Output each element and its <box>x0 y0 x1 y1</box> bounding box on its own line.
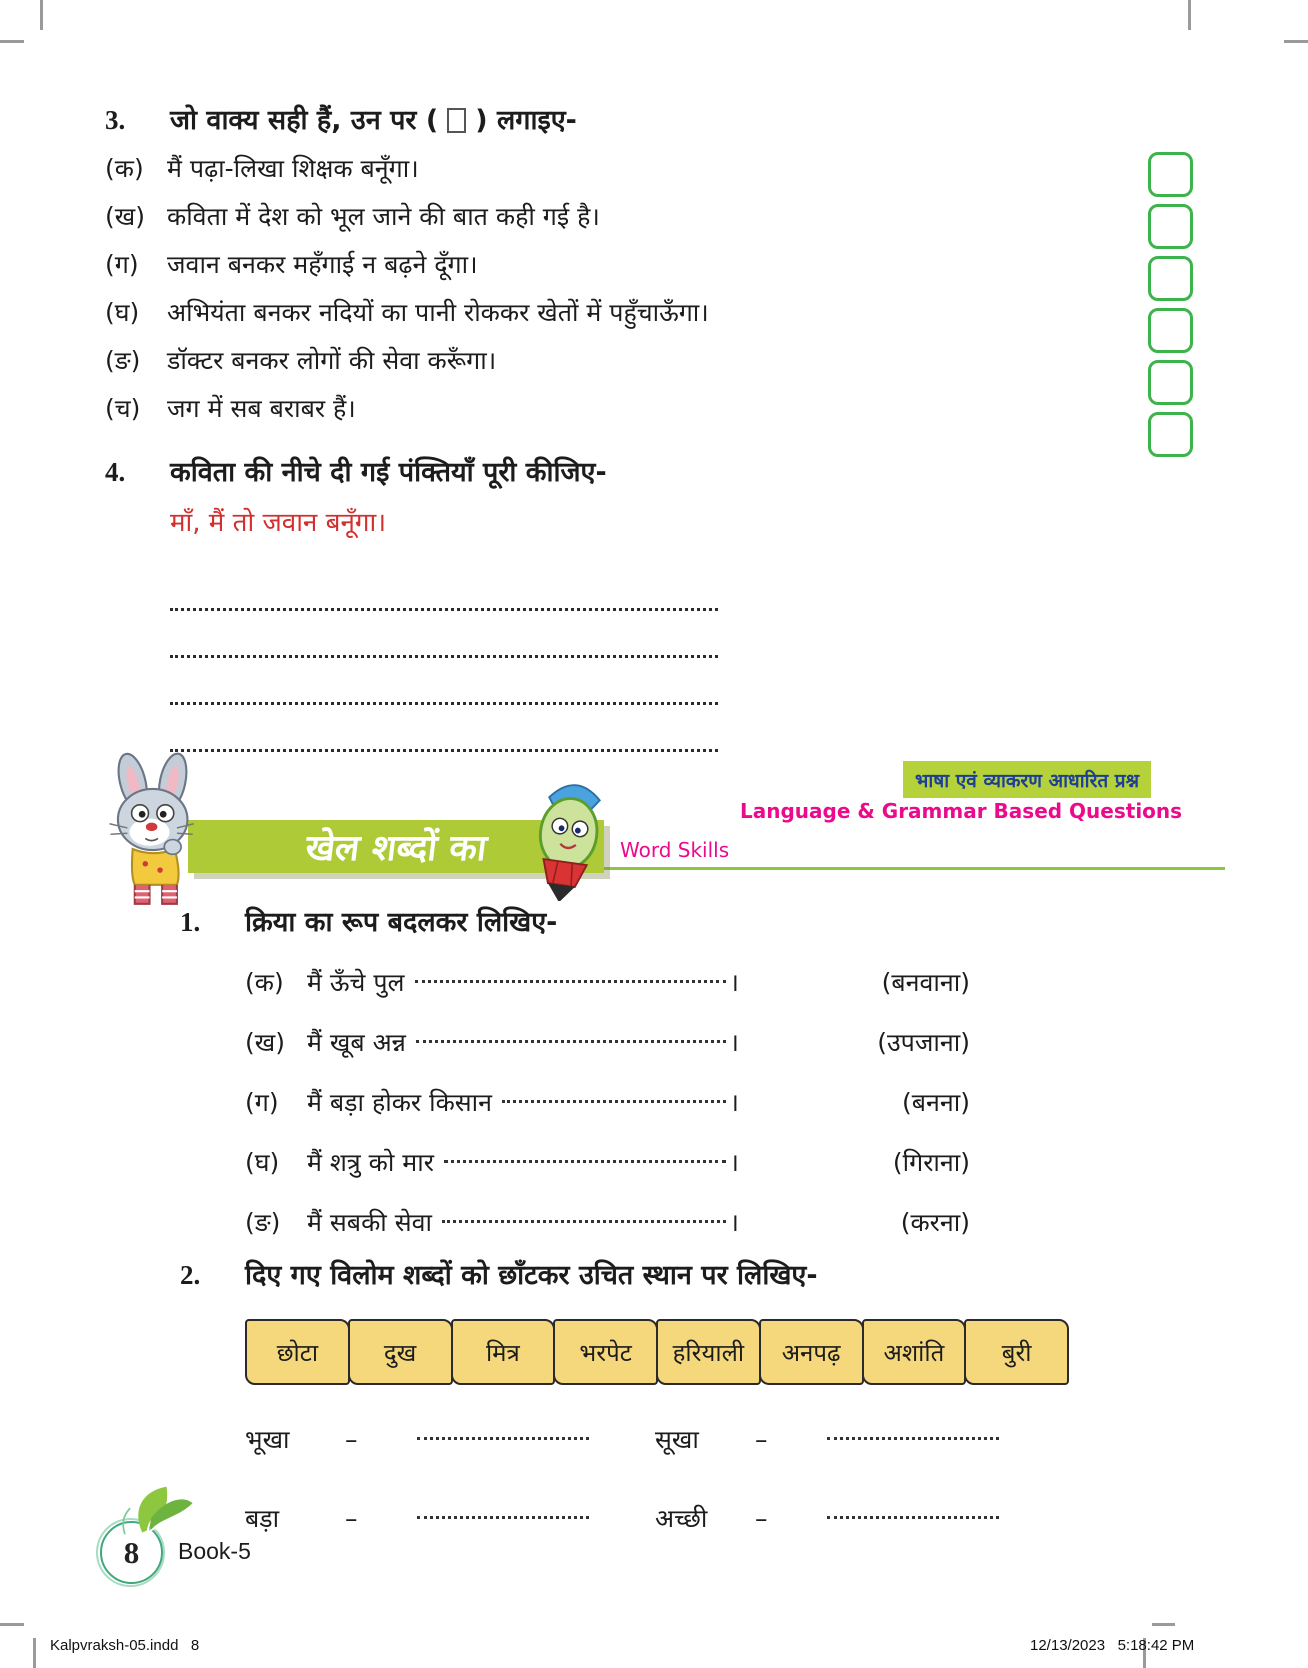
dash: – <box>345 1425 358 1454</box>
answer-checkbox[interactable] <box>1148 204 1193 249</box>
antonym-pairs <box>245 1423 1160 1535</box>
answer-blank[interactable] <box>502 1100 725 1103</box>
item-text: मैं बड़ा होकर किसान <box>307 1088 493 1117</box>
question-1-number: 1. <box>180 907 201 937</box>
answer-line[interactable] <box>170 611 718 658</box>
rabbit-mascot-illustration <box>80 750 238 908</box>
q3-item <box>105 296 1115 329</box>
pair-row <box>245 1502 1160 1535</box>
answer-checkbox[interactable] <box>1148 152 1193 197</box>
item-text: जवान बनकर महँगाई न बढ़ने दूँगा। <box>167 250 478 279</box>
q1-item <box>245 1146 970 1179</box>
print-file-label: Kalpvraksh-05.indd 8 <box>50 1637 200 1654</box>
pair-row <box>245 1423 1160 1456</box>
item-text: डॉक्टर बनकर लोगों की सेवा करूँगा। <box>167 346 497 375</box>
word-bank-cell: अशांति <box>862 1319 967 1385</box>
danda: । <box>729 1088 739 1117</box>
item-text: मैं सबकी सेवा <box>307 1208 432 1237</box>
answer-blank[interactable] <box>442 1220 726 1223</box>
print-timestamp: 12/13/2023 5:18:42 PM <box>1030 1637 1195 1654</box>
q1-item <box>245 1026 970 1059</box>
word-bank-cell: भरपेट <box>553 1319 658 1385</box>
word-bank-cell: छोटा <box>245 1319 350 1385</box>
book-label: Book-5 <box>178 1538 251 1564</box>
q3-item <box>105 392 1115 425</box>
answer-checkbox[interactable] <box>1148 256 1193 301</box>
item-marker: (च) <box>105 394 141 423</box>
item-marker: (ङ) <box>245 1208 281 1237</box>
crop-mark <box>40 0 43 30</box>
page-number: 8 <box>123 1535 140 1570</box>
answer-blank[interactable] <box>444 1160 726 1163</box>
tick-placeholder-box <box>447 108 466 133</box>
leaf-icon <box>118 1484 196 1536</box>
answer-blank[interactable] <box>417 1516 589 1519</box>
pair-word: सूखा <box>655 1425 699 1454</box>
item-text: मैं खूब अन्न <box>307 1028 406 1057</box>
question-3 <box>105 100 1115 425</box>
answer-checkbox[interactable] <box>1148 308 1193 353</box>
crop-mark <box>1188 0 1191 30</box>
item-text: मैं शत्रु को मार <box>307 1148 434 1177</box>
verb-hint: (करना) <box>900 1208 970 1237</box>
item-marker: (ङ) <box>105 346 141 375</box>
pair-word: अच्छी <box>655 1504 708 1533</box>
grammar-badge-hindi: भाषा एवं व्याकरण आधारित प्रश्न <box>903 761 1151 798</box>
crop-mark <box>0 40 24 43</box>
item-marker: (ख) <box>245 1028 285 1057</box>
q3-item <box>105 200 1115 233</box>
question-4-title: कविता की नीचे दी गई पंक्तियाँ पूरी कीजिए- <box>170 457 607 488</box>
verb-hint: (उपजाना) <box>877 1028 970 1057</box>
dash: – <box>755 1504 768 1533</box>
pencil-mascot-illustration <box>520 775 616 901</box>
section-banner-title: खेल शब्दों का <box>302 828 489 869</box>
grammar-badge-english: Language & Grammar Based Questions <box>740 799 1183 823</box>
answer-blank[interactable] <box>827 1516 999 1519</box>
item-text: जग में सब बराबर हैं। <box>167 394 356 423</box>
question-4 <box>105 452 1005 752</box>
question-2-title: दिए गए विलोम शब्दों को छाँटकर उचित स्थान पर लिखिए- <box>245 1260 818 1291</box>
pair-word: भूखा <box>245 1425 290 1454</box>
answer-blank[interactable] <box>827 1437 999 1440</box>
answer-checkbox[interactable] <box>1148 412 1193 457</box>
poem-given-line: माँ, मैं तो जवान बनूँगा। <box>170 508 387 538</box>
danda: । <box>729 1028 739 1057</box>
verb-hint: (गिराना) <box>892 1148 970 1177</box>
crop-mark <box>0 1623 24 1626</box>
word-bank-cell: दुख <box>348 1319 453 1385</box>
item-text: मैं पढ़ा-लिखा शिक्षक बनूँगा। <box>167 154 419 183</box>
section-subtitle-en: Word Skills <box>620 838 730 862</box>
answer-line[interactable] <box>170 658 718 705</box>
answer-line[interactable] <box>170 705 718 752</box>
q3-item <box>105 248 1115 281</box>
item-marker: (क) <box>245 968 284 997</box>
item-marker: (ख) <box>105 202 145 231</box>
item-text: अभियंता बनकर नदियों का पानी रोककर खेतों में पहुँचाऊँगा। <box>167 298 709 327</box>
word-bank-cell: मित्र <box>451 1319 556 1385</box>
crop-mark <box>1152 1623 1175 1626</box>
dash: – <box>345 1504 358 1533</box>
antonym-word-bank <box>245 1319 1067 1385</box>
question-3-number: 3. <box>105 105 126 135</box>
danda: । <box>729 1148 739 1177</box>
danda: । <box>729 1208 739 1237</box>
question-4-number: 4. <box>105 457 126 487</box>
q3-item <box>105 152 1115 185</box>
item-marker: (क) <box>105 154 144 183</box>
question-3-title-suffix: ) लगाइए- <box>475 105 577 136</box>
q3-item <box>105 344 1115 377</box>
q1-item <box>245 1206 970 1239</box>
item-text: मैं ऊँचे पुल <box>307 968 405 997</box>
item-text: कविता में देश को भूल जाने की बात कही गई है। <box>167 202 600 231</box>
question-3-title-prefix: जो वाक्य सही हैं, उन पर ( <box>170 105 439 136</box>
answer-blank[interactable] <box>416 1040 726 1043</box>
word-bank-cell: हरियाली <box>656 1319 761 1385</box>
question-3-title <box>170 100 577 137</box>
q1-item <box>245 966 970 999</box>
word-skills-question-1 <box>180 902 1040 1239</box>
item-marker: (घ) <box>245 1148 280 1177</box>
answer-checkbox-column <box>1148 152 1193 457</box>
word-skills-question-2 <box>180 1255 1160 1581</box>
dash: – <box>755 1425 768 1454</box>
item-marker: (ग) <box>105 250 139 279</box>
verb-hint: (बनना) <box>901 1088 970 1117</box>
q1-item <box>245 1086 970 1119</box>
answer-line[interactable] <box>170 564 718 611</box>
question-1-title: क्रिया का रूप बदलकर लिखिए- <box>245 907 558 938</box>
crop-mark <box>33 1638 36 1668</box>
pair-word: बड़ा <box>245 1504 280 1533</box>
verb-hint: (बनवाना) <box>881 968 970 997</box>
word-bank-cell: अनपढ़ <box>759 1319 864 1385</box>
word-bank-cell: बुरी <box>964 1319 1069 1385</box>
question-2-number: 2. <box>180 1260 201 1290</box>
answer-blank[interactable] <box>417 1437 589 1440</box>
danda: । <box>729 968 739 997</box>
crop-mark <box>1284 40 1308 43</box>
item-marker: (ग) <box>245 1088 279 1117</box>
answer-blank[interactable] <box>415 980 726 983</box>
item-marker: (घ) <box>105 298 140 327</box>
answer-lines <box>170 564 718 752</box>
answer-checkbox[interactable] <box>1148 360 1193 405</box>
